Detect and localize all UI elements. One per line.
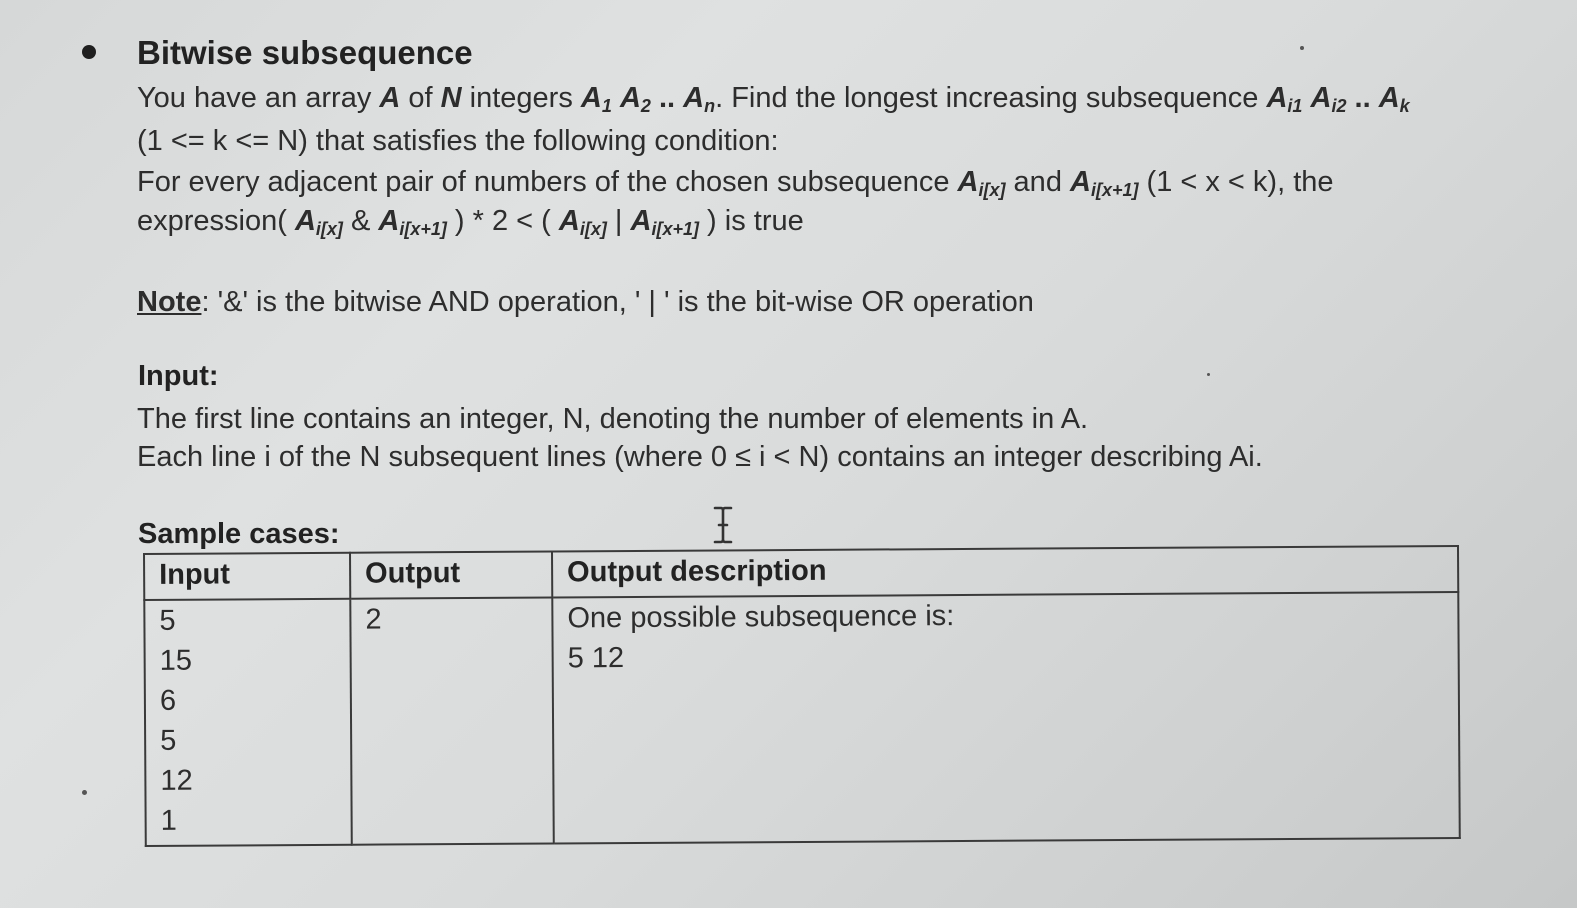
- math-subscript: n: [704, 96, 716, 116]
- input-line-2: Each line i of the N subsequent lines (where 0 ≤ i < N) contains an integer describing Ai.: [137, 441, 1263, 473]
- intro-text: . Find the longest increasing subsequence: [715, 82, 1267, 114]
- speck: [1207, 373, 1210, 376]
- input-cell: [144, 599, 351, 846]
- bullet-point: [82, 45, 96, 59]
- description-line: 5 12: [567, 642, 625, 675]
- condition-text: and: [1005, 166, 1070, 198]
- table-header-row: [144, 546, 1458, 600]
- n-symbol: N: [440, 82, 462, 114]
- math-symbol: A: [1070, 166, 1091, 198]
- math-subscript: i[x]: [579, 219, 607, 239]
- intro-text: integers: [461, 82, 581, 114]
- table-row: [144, 592, 1459, 846]
- note-label: Note: [137, 286, 202, 318]
- speck: [82, 790, 87, 795]
- input-value: 1: [160, 804, 177, 837]
- input-line-1: The first line contains an integer, N, denoting the number of elements in A.: [137, 403, 1089, 435]
- math-subscript: 1: [601, 96, 612, 116]
- column-header-input: Input: [144, 553, 350, 600]
- output-value: 2: [365, 603, 382, 636]
- math-symbol: A: [378, 205, 400, 237]
- intro-line-2: (1 <= k <= N) that satisfies the following condition:: [137, 125, 779, 157]
- expression-text: expression(: [137, 205, 295, 237]
- math-symbol: A: [294, 205, 316, 237]
- expression-text: &: [342, 205, 379, 237]
- intro-text: You have an array: [137, 82, 380, 114]
- input-value: 6: [159, 684, 177, 717]
- math-symbol: A: [580, 82, 602, 114]
- math-subscript: i[x]: [315, 219, 343, 239]
- math-subscript: i[x+1]: [651, 219, 699, 239]
- input-value: 5: [159, 604, 176, 637]
- condition-text: For every adjacent pair of numbers of the chosen subsequence: [137, 166, 958, 198]
- sample-cases-heading: Sample cases:: [138, 518, 340, 550]
- math-subscript: i[x]: [978, 180, 1006, 200]
- expression-text: |: [606, 205, 631, 237]
- text-cursor-icon: [710, 505, 736, 545]
- math-subscript: i2: [1331, 96, 1347, 116]
- intro-line-1: [137, 78, 1410, 126]
- expression-text: ) is true: [698, 205, 804, 237]
- description-line: One possible subsequence is:: [567, 600, 955, 635]
- column-header-output: Output: [350, 552, 552, 599]
- array-symbol: A: [379, 82, 401, 114]
- math-subscript: i[x+1]: [1090, 180, 1139, 200]
- math-subscript: 2: [640, 96, 651, 116]
- ellipsis: ..: [650, 82, 684, 114]
- math-subscript: k: [1399, 96, 1410, 116]
- note-line: [137, 282, 1034, 322]
- math-symbol: A: [619, 82, 641, 114]
- math-symbol: A: [1266, 82, 1288, 114]
- math-subscript: i[x+1]: [399, 219, 447, 239]
- math-subscript: i1: [1287, 96, 1303, 116]
- output-cell: [350, 598, 553, 845]
- problem-title: Bitwise subsequence: [137, 34, 473, 71]
- input-value: 15: [159, 644, 193, 677]
- sample-cases-table: [143, 545, 1461, 847]
- condition-text: (1 < x < k), the: [1138, 166, 1334, 198]
- math-symbol: A: [1310, 82, 1332, 114]
- math-symbol: A: [558, 205, 580, 237]
- input-value: 5: [160, 724, 177, 757]
- speck: [1300, 46, 1304, 50]
- math-symbol: A: [1378, 82, 1400, 114]
- column-header-output-description: Output description: [552, 546, 1458, 598]
- expression-text: ) * 2 < (: [446, 205, 559, 237]
- condition-line-2: [137, 201, 804, 249]
- math-symbol: A: [683, 82, 705, 114]
- math-symbol: A: [630, 205, 652, 237]
- note-text: : '&' is the bitwise AND operation, ' | ' is the bit-wise OR operation: [201, 286, 1034, 318]
- intro-text: of: [400, 82, 441, 114]
- math-symbol: A: [957, 166, 979, 198]
- input-heading: Input:: [138, 360, 219, 392]
- ellipsis: ..: [1346, 82, 1379, 114]
- output-description-cell: [552, 592, 1459, 844]
- input-value: 12: [160, 764, 193, 797]
